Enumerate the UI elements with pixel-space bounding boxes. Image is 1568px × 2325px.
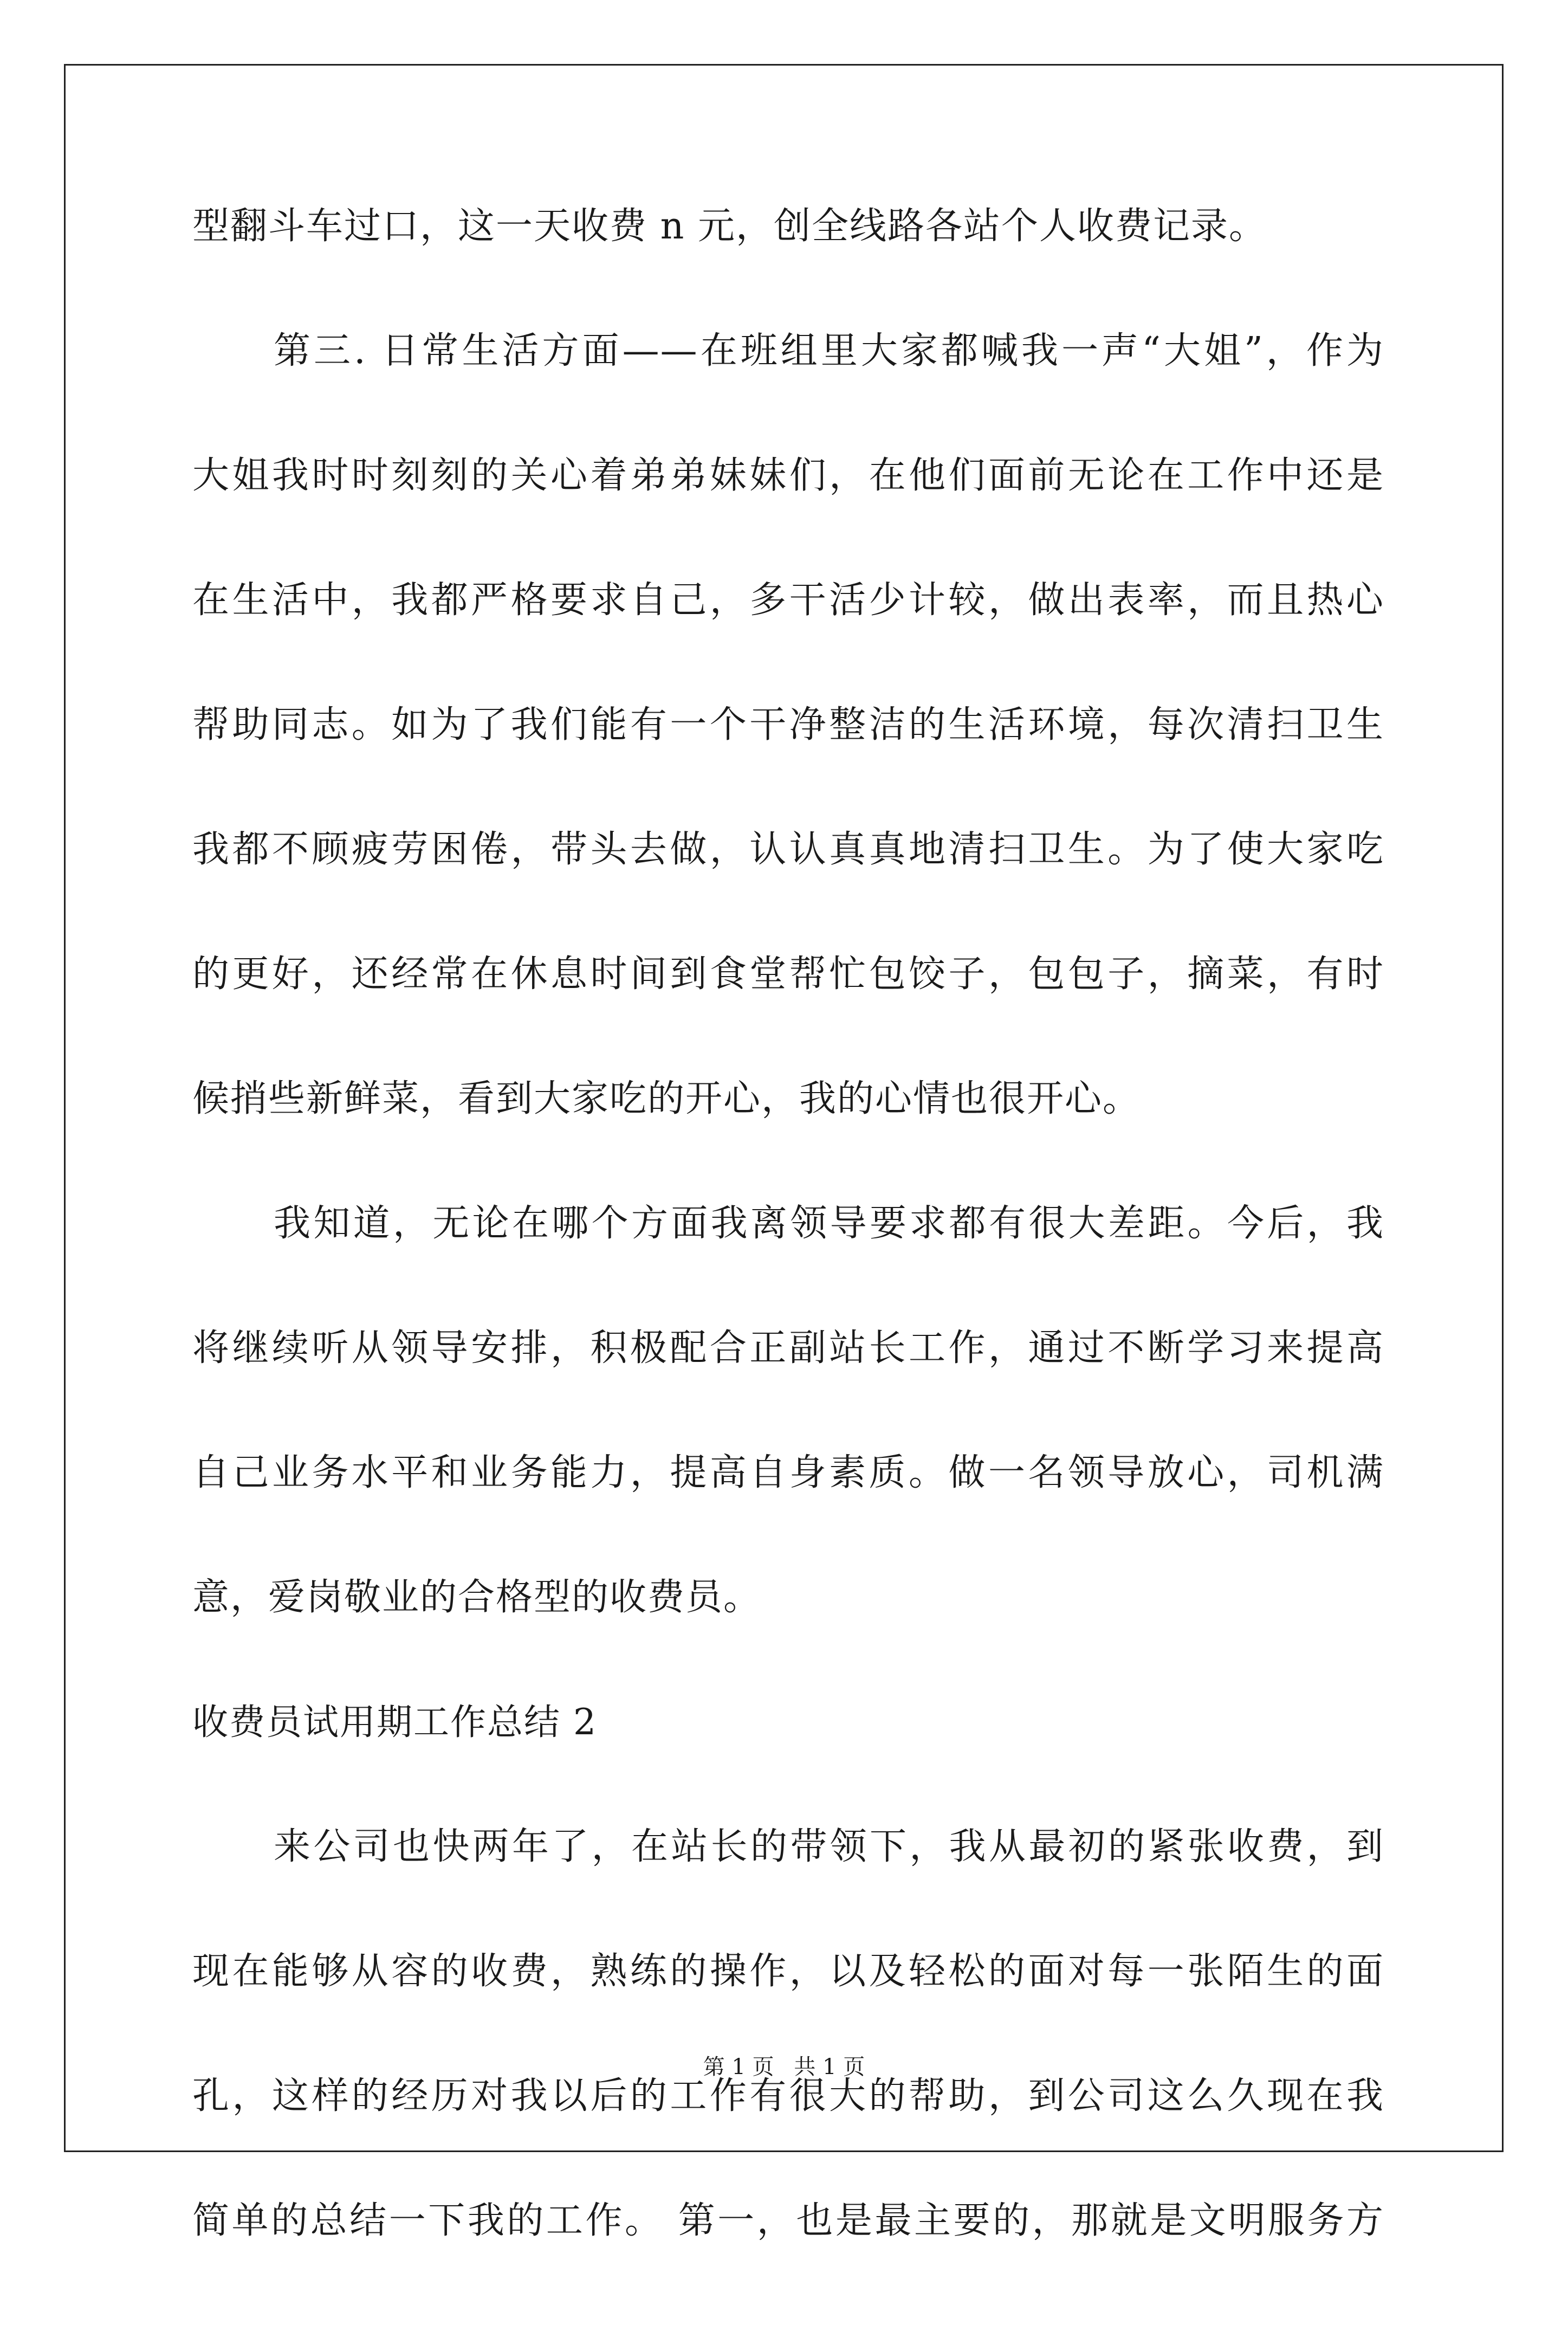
paragraph-start-line: 第三. 日常生活方面——在班组里大家都喊我一声“大姐”，作为 xyxy=(274,330,1384,372)
text-line: 帮助同志。如为了我们能有一个干净整洁的生活环境，每次清扫卫生 xyxy=(192,703,1384,746)
text-line: 现在能够从容的收费，熟练的操作，以及轻松的面对每一张陌生的面 xyxy=(192,1950,1384,1993)
text-line: 孔，这样的经历对我以后的工作有很大的帮助，到公司这么久现在我 xyxy=(192,2075,1384,2117)
page-number: 第 1 页 xyxy=(703,2055,774,2079)
text-line: 我都不顾疲劳困倦，带头去做，认认真真地清扫卫生。为了使大家吃 xyxy=(192,828,1384,871)
text-line: 将继续听从领导安排，积极配合正副站长工作，通过不断学习来提高 xyxy=(192,1327,1384,1370)
text-line: 自己业务水平和业务能力，提高自身素质。做一名领导放心，司机满 xyxy=(192,1451,1384,1494)
paragraph-start-line: 我知道，无论在哪个方面我离领导要求都有很大差距。今后，我 xyxy=(274,1202,1384,1245)
text-line: 的更好，还经常在休息时间到食堂帮忙包饺子，包包子，摘菜，有时 xyxy=(192,953,1384,996)
section-heading: 收费员试用期工作总结 2 xyxy=(192,1701,597,1743)
text-line: 型翻斗车过口，这一天收费 n 元，创全线路各站个人收费记录。 xyxy=(192,205,1267,248)
text-line: 意，爱岗敬业的合格型的收费员。 xyxy=(192,1576,762,1619)
text-line: 候捎些新鲜菜，看到大家吃的开心，我的心情也很开心。 xyxy=(192,1077,1141,1120)
page-total: 共 1 页 xyxy=(794,2055,865,2079)
text-line: 简单的总结一下我的工作。 第一，也是最主要的，那就是文明服务方 xyxy=(192,2199,1384,2242)
text-line: 大姐我时时刻刻的关心着弟弟妹妹们，在他们面前无论在工作中还是 xyxy=(192,454,1384,497)
paragraph-start-line: 来公司也快两年了，在站长的带领下，我从最初的紧张收费，到 xyxy=(274,1825,1384,1868)
text-line: 在生活中，我都严格要求自己，多干活少计较，做出表率，而且热心 xyxy=(192,579,1384,622)
document-body xyxy=(192,206,1384,2325)
page-footer xyxy=(0,2054,1568,2080)
